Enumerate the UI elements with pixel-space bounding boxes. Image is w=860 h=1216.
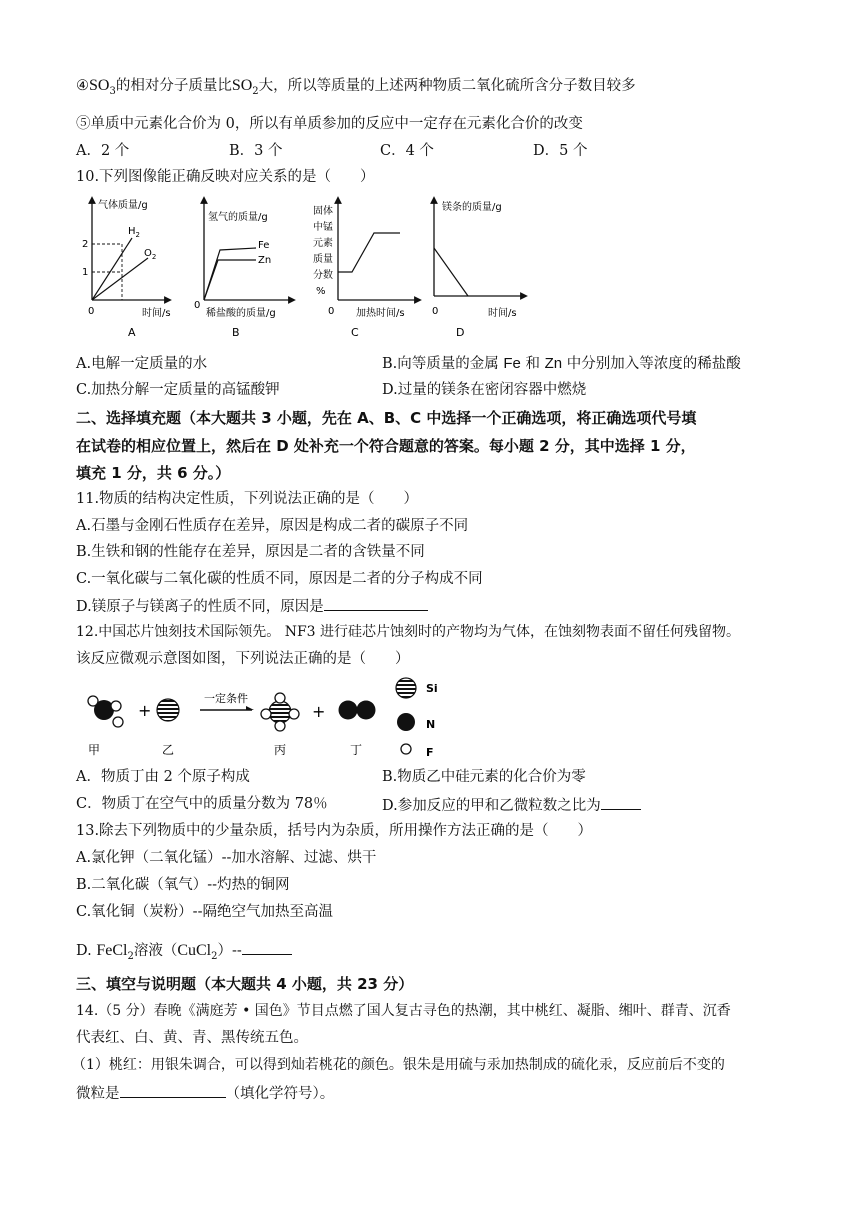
q9-option-d: D．5 个 [533, 143, 588, 159]
graph-b [194, 200, 292, 339]
graph-d-origin: 0 [432, 306, 439, 317]
q10-option-d: D.过量的镁条在密闭容器中燃烧 [382, 382, 587, 398]
q12-answer-blank[interactable] [601, 794, 641, 810]
molecule-jia [88, 696, 123, 727]
atom-yi [157, 699, 179, 721]
q11-option-b: B.生铁和钢的性能存在差异，原因是二者的含铁量不同 [76, 544, 425, 560]
q12-option-b: B.物质乙中硅元素的化合价为零 [382, 769, 586, 785]
graph-a-tick-1: 1 [82, 267, 89, 278]
graph-d-caption: D [456, 326, 465, 339]
graph-b-series-fe: Fe [258, 240, 270, 251]
graph-c-ylabel: 固体 中锰 元素 质量 分数 % [313, 206, 333, 297]
graph-a-series-o2: $O_2$ [144, 248, 157, 261]
legend-si: Si [426, 682, 438, 695]
molecule-bing [261, 693, 299, 731]
label-bing: 丙 [274, 743, 287, 757]
graph-a-series-h2: $H_2$ [128, 226, 140, 239]
q12-stem-1: 12.中国芯片蚀刻技术国际领先。 NF3 进行硅芯片蚀刻时的产物均为气体，在蚀刻物表面不留任何残留物。 [76, 624, 741, 640]
graph-b-origin: 0 [194, 300, 201, 311]
graph-a [82, 198, 171, 339]
plus-1: + [138, 701, 152, 720]
graph-b-xlabel: 稀盐酸的质量/g [206, 308, 276, 319]
q12-option-a: A．物质丁由 2 个原子构成 [76, 769, 250, 785]
section2-line2: 在试卷的相应位置上，然后在 D 处补充一个符合题意的答案。每小题 2 分，其中选择 1 分， [76, 437, 696, 455]
plus-2: + [312, 702, 326, 721]
q13-answer-blank[interactable] [242, 939, 292, 955]
label-ding: 丁 [350, 743, 363, 757]
graph-d-ylabel: 镁条的质量/g [442, 202, 502, 213]
graph-a-xlabel: 时间/s [142, 308, 171, 319]
graph-b-ylabel: 氢气的质量/g [208, 212, 268, 223]
graph-b-series-zn: Zn [258, 255, 272, 266]
q11-option-c: C.一氧化碳与二氧化碳的性质不同，原因是二者的分子构成不同 [76, 571, 483, 587]
q9-item4: $④SO_3$的相对分子质量比$SO_2$大，所以等质量的上述两种物质二氧化硫所含分子数目较多 [76, 77, 636, 97]
molecule-ding-atom-2 [357, 701, 376, 720]
q14-stem-2: 代表红、白、黄、青、黑传统五色。 [76, 1030, 308, 1046]
q12-stem-2: 该反应微观示意图如图，下列说法正确的是（ ） [76, 651, 410, 667]
legend-n: N [426, 718, 436, 731]
q9-item5: ⑤单质中元素化合价为 0，所以有单质参加的反应中一定存在元素化合价的改变 [76, 116, 583, 132]
q9-option-c: C．4 个 [380, 143, 434, 159]
graph-c [313, 200, 418, 339]
legend-f: F [426, 746, 434, 759]
label-jia: 甲 [88, 743, 101, 757]
q13-stem: 13.除去下列物质中的少量杂质，括号内为杂质，所用操作方法正确的是（ ） [76, 823, 593, 839]
graph-d-xlabel: 时间/s [488, 308, 517, 319]
section2-line3: 填充 1 分，共 6 分。） [76, 464, 231, 482]
reaction-condition: 一定条件 [204, 692, 248, 705]
q11-option-d: D.镁原子与镁离子的性质不同，原因是 [76, 595, 428, 617]
q13-option-d: D. FeCl$_2$溶液（CuCl$_2$）-- [76, 939, 292, 967]
q14-part1-line2: 微粒是 （填化学符号）。 [76, 1082, 334, 1104]
graph-a-origin: 0 [88, 306, 95, 317]
q14-part1-line1: （1）桃红：用银朱调合，可以得到灿若桃花的颜色。银朱是用硫与汞加热制成的硫化汞，反应前后不变的 [72, 1057, 725, 1073]
q11-answer-blank[interactable] [324, 595, 428, 611]
q10-graphs [76, 190, 536, 350]
q13-option-a: A.氯化钾（二氧化锰）--加水溶解、过滤、烘干 [76, 850, 377, 866]
q9-option-b: B．3 个 [229, 143, 283, 159]
q12-option-c: C．物质丁在空气中的质量分数为 78％ [76, 796, 328, 812]
graph-a-caption: A [128, 326, 136, 339]
q14-answer-blank[interactable] [120, 1082, 226, 1098]
label-yi: 乙 [162, 743, 175, 757]
graph-c-caption: C [351, 326, 359, 339]
legend-f-icon [401, 744, 411, 754]
q10-option-c: C.加热分解一定质量的高锰酸钾 [76, 382, 280, 398]
q10-option-a: A.电解一定质量的水 [76, 356, 208, 372]
q9-option-a: A．2 个 [76, 143, 130, 159]
graph-c-origin: 0 [328, 306, 335, 317]
molecule-ding-atom-1 [339, 701, 358, 720]
graph-a-tick-2: 2 [82, 239, 89, 250]
graph-a-ylabel: 气体质量/g [98, 200, 148, 211]
section3-title: 三、填空与说明题（本大题共 4 小题，共 23 分） [76, 975, 414, 993]
q13-option-c: C.氧化铜（炭粉）--隔绝空气加热至高温 [76, 904, 333, 920]
q10-option-b: B.向等质量的金属 Fe 和 Zn 中分别加入等浓度的稀盐酸 [382, 355, 741, 372]
q12-option-d: D.参加反应的甲和乙微粒数之比为 [382, 794, 641, 816]
q13-option-b: B.二氧化碳（氧气）--灼热的铜网 [76, 877, 290, 893]
graph-c-xlabel: 加热时间/s [356, 308, 405, 319]
graph-b-caption: B [232, 326, 240, 339]
q10-stem: 10.下列图像能正确反映对应关系的是（ ） [76, 169, 375, 185]
legend-n-icon [397, 713, 415, 731]
q14-stem-1: 14.（5 分）春晚《满庭芳 • 国色》节目点燃了国人复古寻色的热潮，其中桃红、凝脂、缃叶、群青、沉香 [76, 1003, 731, 1019]
section2-line1: 二、选择填充题（本大题共 3 小题，先在 A、B、C 中选择一个正确选项，将正确选项代号填 [76, 409, 697, 427]
legend-si-icon [396, 678, 416, 698]
q11-option-a: A.石墨与金刚石性质存在差异，原因是构成二者的碳原子不同 [76, 518, 469, 534]
graph-d [432, 200, 524, 339]
q11-stem: 11.物质的结构决定性质，下列说法正确的是（ ） [76, 491, 419, 507]
q12-reaction-diagram [76, 676, 456, 760]
